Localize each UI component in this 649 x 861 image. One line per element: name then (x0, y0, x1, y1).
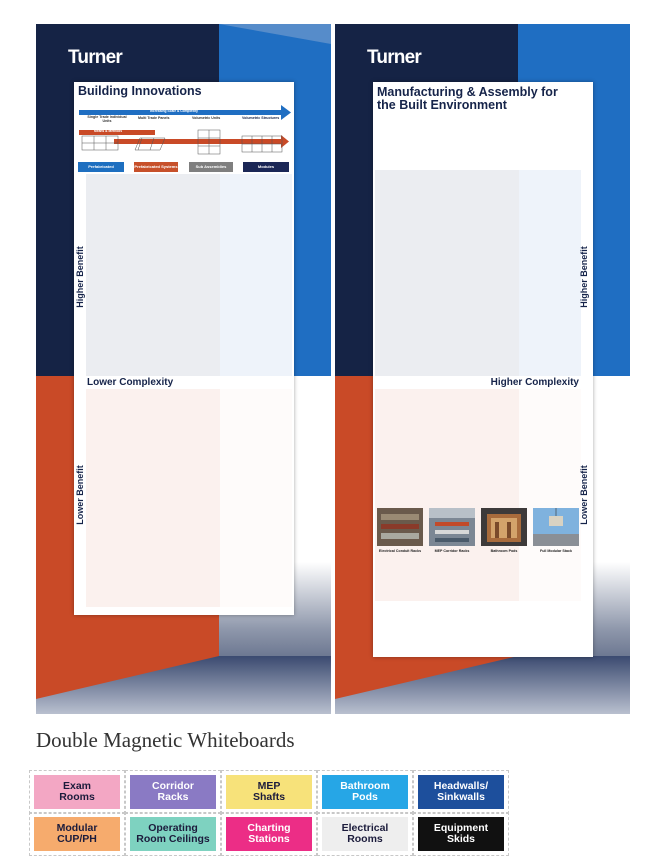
right-board-panel (373, 82, 593, 657)
right-whiteboard (335, 24, 630, 714)
bathroom-pods-photo (481, 508, 527, 546)
full-modular-stack-caption: Full Modular Stack (540, 549, 572, 553)
magnet-modular-cup-ph[interactable]: Modular CUP/PH (34, 817, 120, 851)
left-low-zone-strip (220, 389, 292, 607)
left-high-zone-strip (220, 174, 292, 376)
magnet-charting-stations[interactable]: Charting Stations (226, 817, 312, 851)
right-board-title: Manufacturing & Assembly for the Built Environment (377, 85, 558, 112)
stage-label-1: Single Trade Individual Units (87, 115, 127, 123)
left-whiteboard (36, 24, 331, 714)
means-arrow-label: Means & Methods (94, 129, 123, 133)
magnet-bathroom-pods[interactable]: Bathroom Pods (322, 775, 408, 809)
electrical-conduit-racks-photo (377, 508, 423, 546)
magnet-electrical-rooms[interactable]: Electrical Rooms (322, 817, 408, 851)
magnet-headwalls-sinkwalls[interactable]: Headwalls/ Sinkwalls (418, 775, 504, 809)
right-high-zone-strip (519, 170, 581, 376)
bathroom-pods-caption: Bathroom Pods (490, 549, 518, 553)
category-sub-assemblies: Sub Assemblies (189, 162, 233, 172)
left-higher-benefit-label: Higher Benefit (75, 246, 85, 308)
left-x-axis-label: Lower Complexity (87, 377, 174, 388)
mep-corridor-racks-caption: MEP Corridor Racks (434, 549, 470, 553)
right-x-axis-label: Higher Complexity (490, 377, 579, 388)
stage-label-4: Volumetric Structures (242, 116, 280, 120)
diagram-sketches (80, 126, 286, 156)
right-lower-benefit-label: Lower Benefit (579, 465, 589, 525)
full-modular-stack-photo (533, 508, 579, 546)
magnet-mep-shafts[interactable]: MEP Shafts (226, 775, 312, 809)
left-lower-benefit-label: Lower Benefit (75, 465, 85, 525)
magnet-corridor-racks[interactable]: Corridor Racks (130, 775, 216, 809)
right-higher-benefit-label: Higher Benefit (579, 246, 589, 308)
left-board-panel (74, 82, 294, 615)
magnet-equipment-skids[interactable]: Equipment Skids (418, 817, 504, 851)
stage-label-3: Volumetric Units (192, 116, 221, 120)
right-low-zone-strip (519, 389, 581, 601)
page-heading: Double Magnetic Whiteboards (36, 728, 295, 752)
electrical-conduit-racks-caption: Electrical Conduit Racks (378, 549, 422, 553)
turner-logo: Turner (367, 47, 421, 68)
mep-corridor-racks-photo (429, 508, 475, 546)
magnet-exam-rooms[interactable]: Exam Rooms (34, 775, 120, 809)
scale-arrow-label: Increasing Scale & Complexity (150, 109, 199, 113)
stage-label-2: Multi Trade Panels (138, 116, 170, 120)
turner-logo: Turner (68, 47, 122, 68)
left-board-title: Building Innovations (78, 84, 202, 98)
scale-arrow-head (281, 105, 291, 120)
magnet-operating-room-ceilings[interactable]: Operating Room Ceilings (130, 817, 216, 851)
category-prefab-systems: Prefabricated Systems (134, 162, 178, 172)
category-prefab-components: Prefabricated (78, 162, 124, 172)
category-modules: Modules (243, 162, 289, 172)
